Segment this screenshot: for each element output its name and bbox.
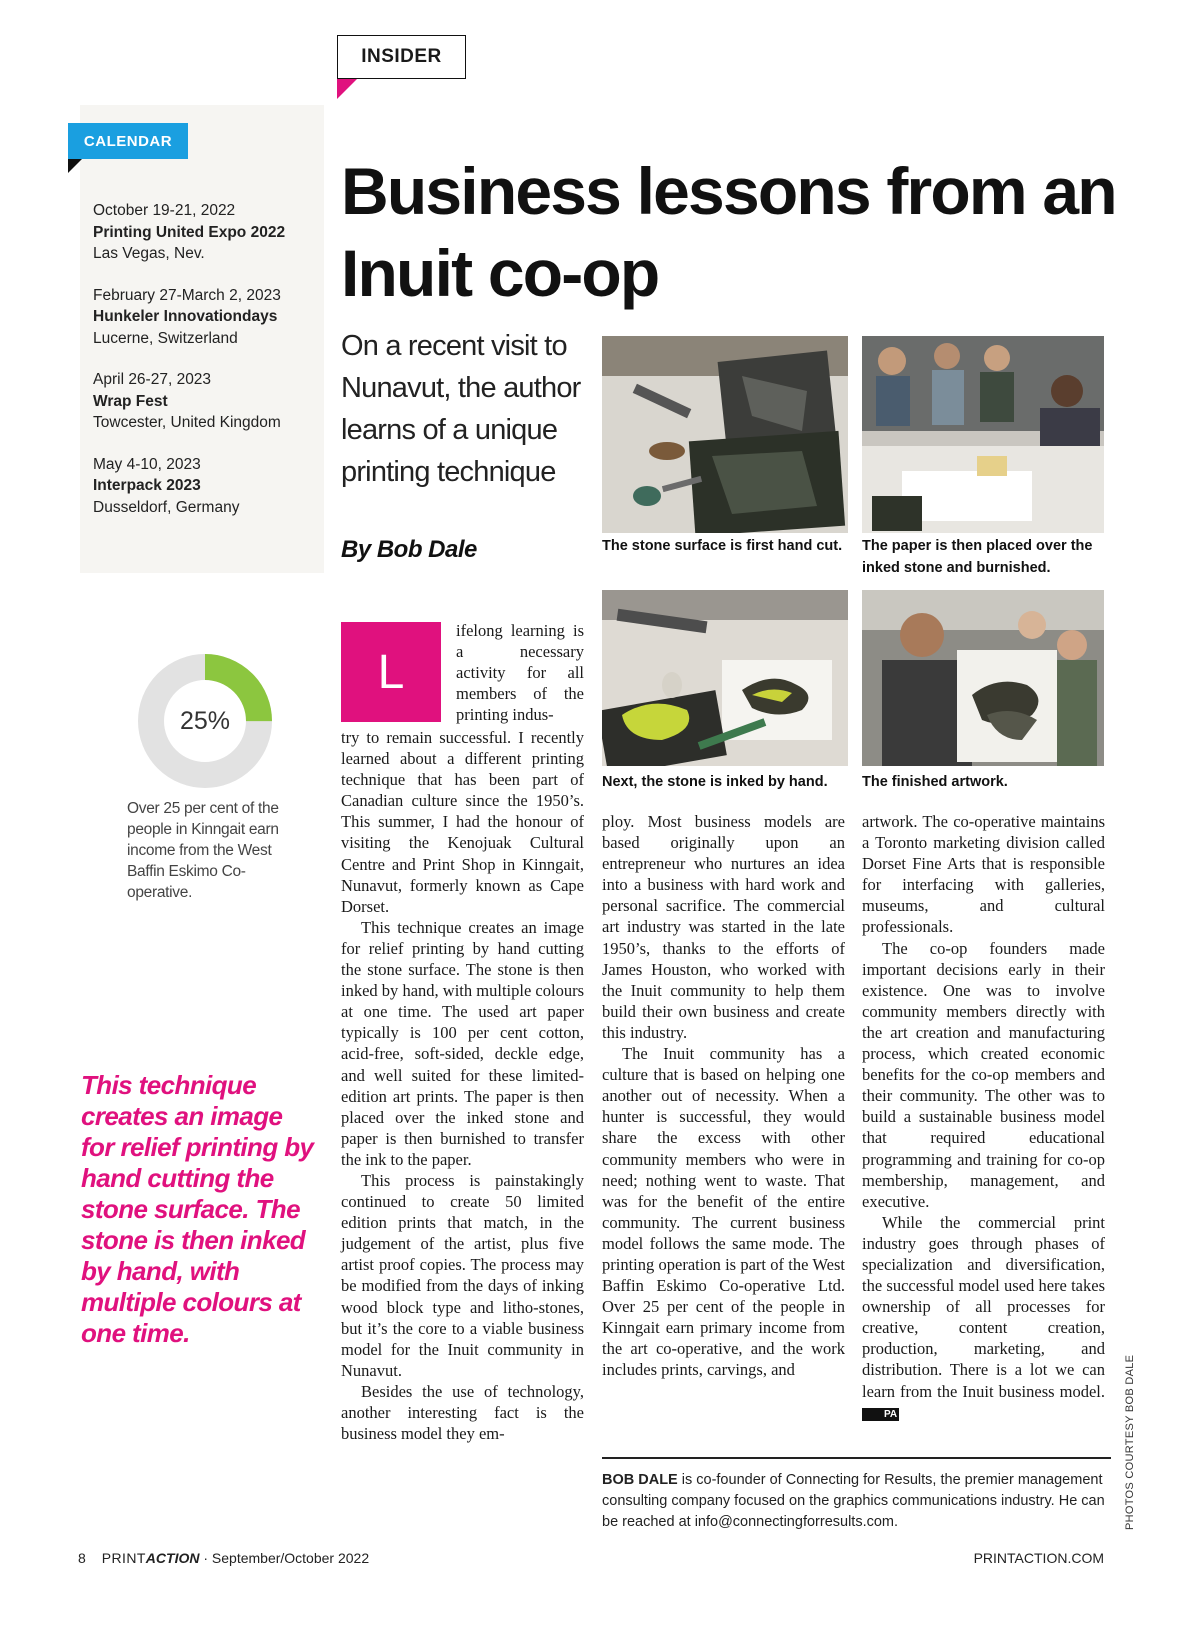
event-name: Interpack 2023: [93, 477, 201, 494]
event-place: Lucerne, Switzerland: [93, 329, 238, 347]
event-place: Towcester, United Kingdom: [93, 414, 281, 431]
bio-text: is co-founder of Connecting for Results, the premier management consulting company focused on the graphics communications industry. He can be reached at info@connectingforresults.com.: [602, 1472, 1105, 1530]
event-place: Dusseldorf, Germany: [93, 498, 240, 516]
article-paragraph: [862, 1212, 1105, 1423]
calendar-label-corner: [68, 159, 82, 173]
bio-divider: [602, 1457, 1111, 1459]
photo-caption: The finished artwork.: [862, 774, 1008, 790]
event-date: February 27-March 2, 2023: [93, 286, 281, 304]
photo-caption: Next, the stone is inked by hand.: [602, 774, 828, 790]
article-column-2: [602, 811, 845, 1381]
drop-cap: L: [341, 622, 441, 722]
publication-name-action: ACTION: [145, 1550, 200, 1566]
author-bio: [602, 1470, 1111, 1533]
calendar-event: [93, 369, 318, 434]
donut-value-label: 25%: [179, 706, 231, 735]
page-number: 8: [78, 1550, 86, 1566]
section-tag-corner: [337, 79, 357, 99]
article-paragraph: The co-op founders made important decisions early in their existence. One was to involve community members directly with the art creation and manufacturing process, which created economic benefits for the co-op members and their community. The other was to build a sustainable business model that required educational programming and training for co-op membership, management, and executive.: [862, 938, 1105, 1211]
article-paragraph: artwork. The co-operative maintains a Toronto marketing division called Dorset Fine Arts that is responsible for interfacing with galleries, museums, and cultural professionals.: [862, 812, 1105, 937]
byline: By Bob Dale: [341, 536, 477, 563]
calendar-event: [93, 200, 318, 265]
event-place: Las Vegas, Nev.: [93, 245, 205, 262]
article-paragraph: Besides the use of technology, another interesting fact is the business model they em-: [341, 1381, 584, 1444]
photo-stone-cut: [602, 336, 848, 533]
article-paragraph: try to remain successful. I recently learned about a different printing technique that has been part of Canadian culture since the 1950’s. This summer, I had the honour of visiting the Kenojuak Cultural Centre and Print Shop in Kinngait, Nunavut, formerly known as Cape Dorset.: [341, 728, 584, 916]
article-paragraph: This process is painstakingly continued to create 50 limited edition prints that match, in the judgement of the artist, plus five artist proof copies. The process may be modified from the days of inking wood block type and litho-stones, but it’s the core to a viable business model for the Inuit community in Nunavut.: [341, 1170, 584, 1380]
event-name: Hunkeler Innovationdays: [93, 308, 278, 325]
publication-name-print: PRINT: [101, 1550, 146, 1566]
event-name: Wrap Fest: [93, 392, 168, 410]
article-paragraph-text: While the commercial print industry goes through phases of specialization and diversification, the successful model used here takes ownership of all processes for creative, content creation, production, marketing, and distribution. There is a lot we can learn from the Inuit business model.: [862, 1212, 1105, 1401]
article-column-1: [341, 727, 584, 1444]
donut-caption: Over 25 per cent of the people in Kinngait earn income from the West Baffin Eskimo Co-operative.: [127, 800, 279, 901]
website-url[interactable]: PRINTACTION.COM: [973, 1550, 1104, 1566]
event-date: May 4-10, 2023: [93, 455, 201, 473]
bio-author-name: BOB DALE: [602, 1472, 678, 1488]
article-column-3: [862, 811, 1105, 1423]
pull-quote: This technique creates an image for relief printing by hand cutting the stone surface. The stone is then inked by hand, with multiple colours at one time.: [81, 1070, 314, 1348]
deck: On a recent visit to Nunavut, the author learns of a unique printing technique: [341, 330, 581, 488]
calendar-event-list: [93, 200, 318, 538]
section-tag: INSIDER: [337, 35, 466, 79]
event-date: April 26-27, 2023: [93, 371, 212, 388]
end-mark-icon: PA: [862, 1408, 899, 1421]
calendar-event: [93, 285, 318, 350]
page-footer: [78, 1550, 369, 1566]
article-paragraph: ploy. Most business models are based originally upon an entrepreneur who nurtures an idea into a business with hard work and personal sacrifice. The commercial art industry was started in the late 1950’s, thanks to the efforts of James Houston, who worked with the Inuit community to help them build their own business and create this industry.: [602, 812, 845, 1042]
photo-stone-inked: [602, 590, 848, 766]
event-name: Printing United Expo 2022: [93, 223, 286, 241]
photo-credit: PHOTOS COURTESY BOB DALE: [1124, 1354, 1136, 1530]
photo-paper-burnished: [862, 336, 1104, 533]
article-paragraph: The Inuit community has a culture that is based on helping one another out of necessity. When a hunter is successful, they would share the excess with other community members who were in need; nothing went to waste. That was for the benefit of the entire community. The current business model follows the same mode. The printing operation is part of the West Baffin Eskimo Co-operative Ltd. Over 25 per cent of the people in Kinngait earn primary income from the art co-operative, and the work includes prints, carvings, and: [602, 1044, 845, 1380]
calendar-label: CALENDAR: [68, 123, 188, 159]
photo-caption: The stone surface is first hand cut.: [602, 538, 843, 554]
photo-caption: The paper is then placed over the inked stone and burnished.: [862, 538, 1093, 576]
photo-finished-artwork: [862, 590, 1104, 766]
headline: Business lessons from an Inuit co-op: [341, 154, 1116, 310]
event-date: October 19-21, 2022: [93, 202, 236, 219]
issue-date: · September/October 2022: [199, 1550, 370, 1566]
article-paragraph: This technique creates an image for relief printing by hand cutting the stone surface. The stone is then inked by hand, with multiple colours at one time. The used art paper typically is 100 per cent cotton, acid-free, soft-sided, deckle edge, and well suited for these limited-edition art prints. The paper is then placed over the inked stone and paper is then burnished to transfer the ink to the paper.: [341, 917, 584, 1169]
calendar-event: [93, 454, 318, 519]
article-lead: ifelong learning is a necessary activity for all members of the printing indus-: [456, 621, 584, 725]
